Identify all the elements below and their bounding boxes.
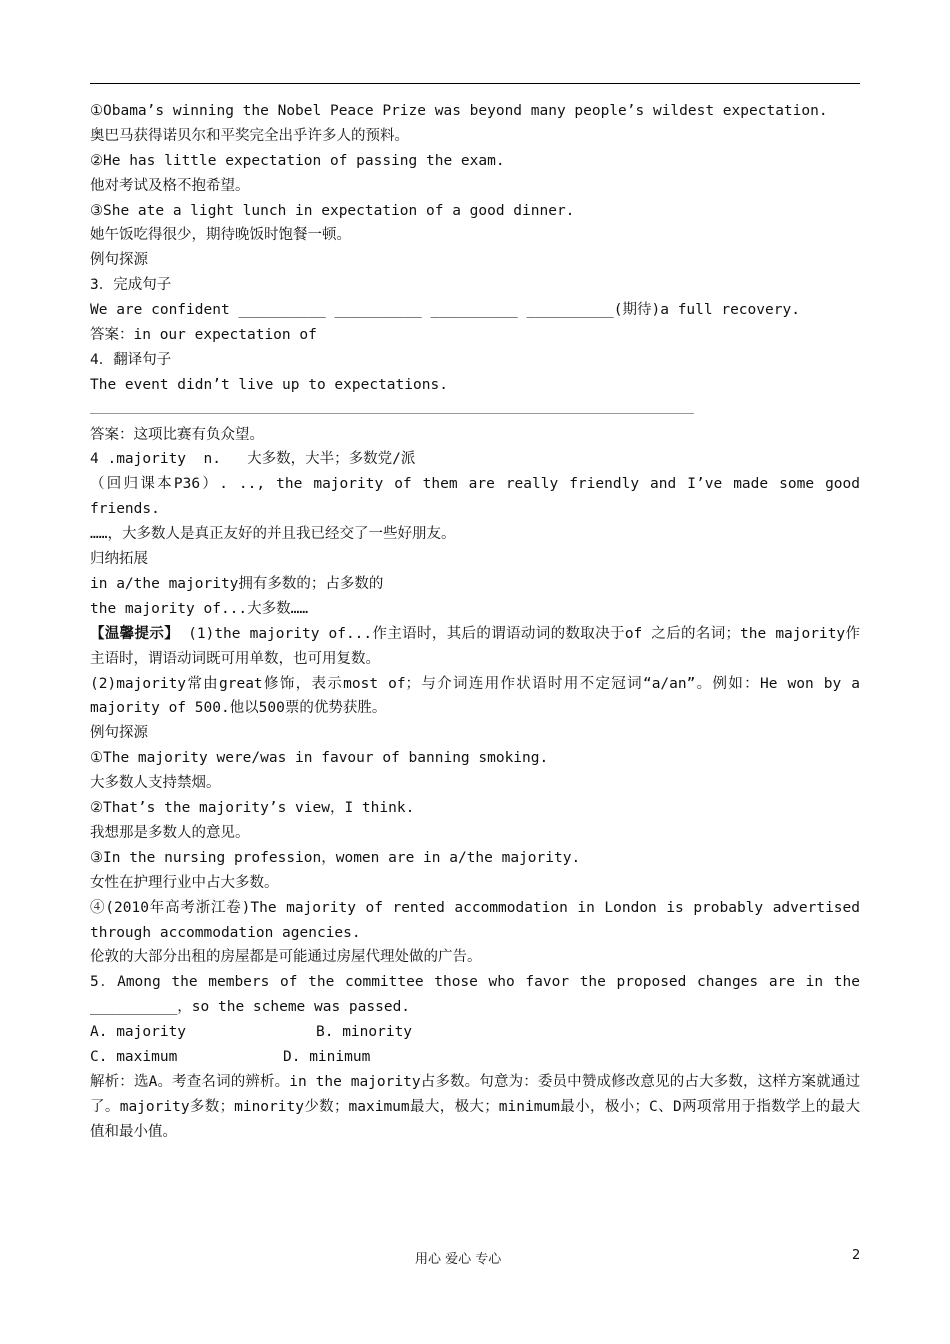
header-rule [90, 83, 860, 84]
exercise-3-answer: 答案：in our expectation of [90, 327, 317, 344]
textbook-recall: （回归课本P36）. .., the majority of them are really friendly and I’ve made some good friends. [90, 476, 860, 518]
answer-blank-line [90, 398, 860, 423]
exercise-4-question: The event didn’t live up to expectations. [90, 376, 448, 393]
option-a: A. majority [90, 1024, 187, 1041]
options-row-1 [90, 1020, 860, 1045]
example-translation-3: 她午饭吃得很少，期待晚饭时饱餐一顿。 [90, 227, 351, 244]
section-heading-expansion: 归纳拓展 [90, 551, 148, 568]
option-b: B. minority [316, 1024, 413, 1041]
tip-label: 【温馨提示】 [90, 625, 180, 642]
vocab-entry-majority: 4 .majority n. 大多数，大半；多数党/派 [90, 451, 416, 468]
section-heading: 例句探源 [90, 252, 148, 269]
majority-translation-3: 女性在护理行业中占大多数。 [90, 874, 279, 891]
page-number: 2 [852, 1248, 861, 1263]
exercise-3-title: 3．完成句子 [90, 277, 172, 294]
tip-paragraph-1 [90, 622, 860, 672]
example-sentence-2: ②He has little expectation of passing the exam. [90, 152, 505, 169]
exercise-4-title: 4．翻译句子 [90, 351, 172, 368]
option-d: D. minimum [283, 1049, 371, 1065]
exercise-4-answer: 答案：这项比赛有负众望。 [90, 426, 264, 443]
tip-text-1: (1)the majority of...作主语时，其后的谓语动词的数取决于of 之后的名词；the majority作主语时，谓语动词既可用单数，也可用复数。 [90, 625, 860, 667]
document-body [90, 99, 860, 1145]
phrase-majority-of: the majority of...大多数…… [90, 600, 309, 617]
options-row-2 [90, 1045, 860, 1070]
example-sentence-3: ③She ate a light lunch in expectation of a good dinner. [90, 202, 575, 219]
textbook-recall-translation: ……，大多数人是真正友好的并且我已经交了一些好朋友。 [90, 526, 456, 543]
majority-example-2: ②That’s the majority’s view，I think. [90, 800, 415, 817]
phrase-in-majority: in a/the majority拥有多数的；占多数的 [90, 575, 384, 592]
example-translation-1: 奥巴马获得诺贝尔和平奖完全出乎许多人的预料。 [90, 127, 409, 144]
question-5: 5．Among the members of the committee those who favor the proposed changes are in the __________，so the scheme was passed. [90, 974, 860, 1016]
question-5-analysis: 解析：选A。考查名词的辨析。in the majority占多数。句意为：委员中赞成修改意见的占大多数，这样方案就通过了。majority多数；minority少数；maximum最大，极大；minimum最小，极小；C、D两项常用于指数学上的最大值和最小值。 [90, 1073, 860, 1140]
majority-translation-1: 大多数人支持禁烟。 [90, 775, 221, 792]
majority-example-1: ①The majority were/was in favour of banning smoking. [90, 750, 549, 767]
example-sentence-1: ①Obama’s winning the Nobel Peace Prize was beyond many people’s wildest expectation. [90, 103, 828, 119]
majority-translation-4: 伦敦的大部分出租的房屋都是可能通过房屋代理处做的广告。 [90, 949, 482, 966]
majority-example-4: ④(2010年高考浙江卷)The majority of rented accommodation in London is probably advertised through accommodation agencies. [90, 899, 860, 941]
section-heading-examples: 例句探源 [90, 725, 148, 742]
exercise-3-question: We are confident __________ __________ __________ __________(期待)a full recovery. [90, 302, 800, 319]
majority-example-3: ③In the nursing profession，women are in a/the majority. [90, 849, 581, 866]
tip-paragraph-2: (2)majority常由great修饰，表示most of；与介词连用作状语时用不定冠词“a/an”。例如：He won by a majority of 500.他以500票的优势获胜。 [90, 675, 860, 717]
majority-translation-2: 我想那是多数人的意见。 [90, 824, 250, 841]
option-c: C. maximum [90, 1049, 178, 1065]
example-translation-2: 他对考试及格不抱希望。 [90, 177, 250, 194]
footer-slogan: 用心 爱心 专心 [415, 1252, 502, 1267]
